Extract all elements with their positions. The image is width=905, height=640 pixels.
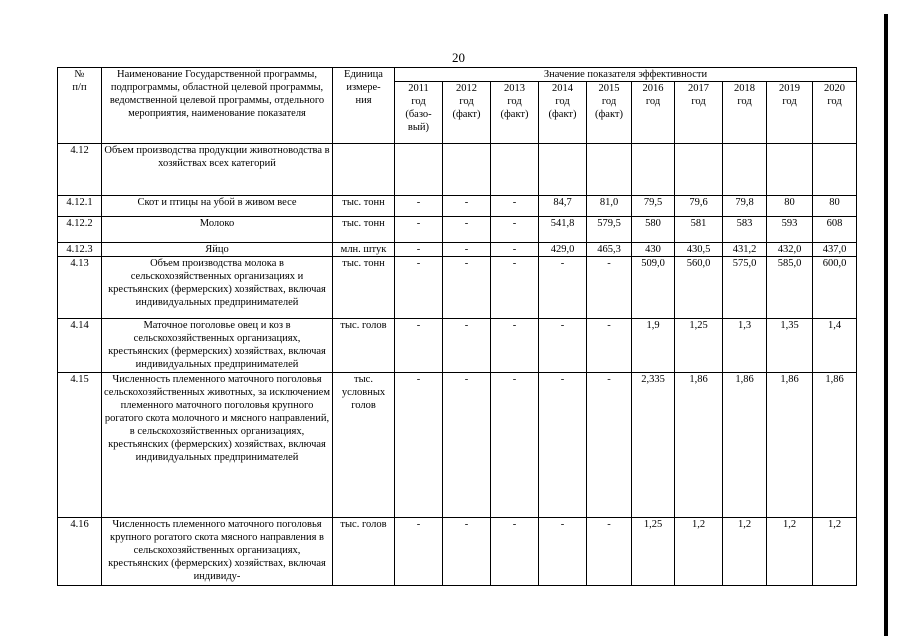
row-number: 4.12.3 <box>58 243 102 257</box>
row-value: 1,86 <box>813 373 857 518</box>
row-number: 4.12 <box>58 144 102 196</box>
row-indicator-name: Скот и птицы на убой в живом весе <box>102 196 333 217</box>
row-value: 1,25 <box>632 518 675 586</box>
row-value: - <box>395 373 443 518</box>
row-value: - <box>443 243 491 257</box>
row-number: 4.13 <box>58 257 102 319</box>
table-row <box>58 518 857 586</box>
table-row <box>58 144 857 196</box>
row-value: - <box>491 243 539 257</box>
row-value: - <box>443 196 491 217</box>
row-value: 2,335 <box>632 373 675 518</box>
indicators-table <box>57 67 857 586</box>
row-value: 1,86 <box>723 373 767 518</box>
row-indicator-name: Объем производства продукции животноводства в хозяйствах всех категорий <box>102 144 333 196</box>
header-year: 2016 год <box>632 82 675 144</box>
row-value: 1,2 <box>767 518 813 586</box>
row-value <box>632 144 675 196</box>
table-row <box>58 257 857 319</box>
row-unit: тыс. условных голов <box>333 373 395 518</box>
row-value: - <box>539 319 587 373</box>
row-value <box>443 144 491 196</box>
row-value: - <box>443 217 491 243</box>
row-value: 1,4 <box>813 319 857 373</box>
row-value: 585,0 <box>767 257 813 319</box>
row-value: 430 <box>632 243 675 257</box>
row-unit <box>333 144 395 196</box>
row-value <box>539 144 587 196</box>
header-name: Наименование Государственной программы, подпрограммы, областной целевой программы, ведомственной целевой программы, отдельного мероприятия, наименование показателя <box>102 68 333 144</box>
row-value <box>813 144 857 196</box>
row-value <box>723 144 767 196</box>
row-value: 541,8 <box>539 217 587 243</box>
row-value <box>675 144 723 196</box>
row-value: 81,0 <box>587 196 632 217</box>
header-year: 2014 год (факт) <box>539 82 587 144</box>
row-value: 1,35 <box>767 319 813 373</box>
row-unit: тыс. голов <box>333 319 395 373</box>
row-value: 1,2 <box>813 518 857 586</box>
row-value: 1,9 <box>632 319 675 373</box>
row-value: - <box>539 257 587 319</box>
header-year: 2015 год (факт) <box>587 82 632 144</box>
row-value: 581 <box>675 217 723 243</box>
row-value: - <box>395 196 443 217</box>
row-indicator-name: Численность племенного маточного поголовья крупного рогатого скота мясного направления в сельскохозяйственных организациях, крестьянских (фермерских) хозяйствах, включая индивиду- <box>102 518 333 586</box>
row-value: - <box>491 319 539 373</box>
row-value: - <box>395 257 443 319</box>
table-row <box>58 373 857 518</box>
row-value <box>491 144 539 196</box>
row-value: 575,0 <box>723 257 767 319</box>
row-unit: тыс. тонн <box>333 217 395 243</box>
row-value <box>767 144 813 196</box>
header-year: 2020 год <box>813 82 857 144</box>
row-value: 560,0 <box>675 257 723 319</box>
scan-edge-bar <box>884 14 888 636</box>
header-year: 2013 год (факт) <box>491 82 539 144</box>
row-value: - <box>587 319 632 373</box>
row-value: - <box>443 518 491 586</box>
row-value: 79,6 <box>675 196 723 217</box>
row-value: 1,25 <box>675 319 723 373</box>
row-value: - <box>491 373 539 518</box>
row-value: 437,0 <box>813 243 857 257</box>
header-year: 2019 год <box>767 82 813 144</box>
row-value: 580 <box>632 217 675 243</box>
row-unit: тыс. тонн <box>333 196 395 217</box>
row-indicator-name: Объем производства молока в сельскохозяйственных организациях и крестьянских (фермерских) хозяйствах, включая индивидуальных предпринимателей <box>102 257 333 319</box>
header-group: Значение показателя эффективности <box>395 68 857 82</box>
row-indicator-name: Молоко <box>102 217 333 243</box>
table-row <box>58 319 857 373</box>
row-value: - <box>587 257 632 319</box>
row-value: 431,2 <box>723 243 767 257</box>
row-unit: тыс. тонн <box>333 257 395 319</box>
row-value: - <box>443 373 491 518</box>
row-value: 608 <box>813 217 857 243</box>
row-value: 84,7 <box>539 196 587 217</box>
row-value: - <box>539 373 587 518</box>
row-value: - <box>587 518 632 586</box>
header-row-1 <box>58 68 857 82</box>
page-number: 20 <box>452 50 465 65</box>
row-value: - <box>443 319 491 373</box>
row-number: 4.14 <box>58 319 102 373</box>
row-value: 579,5 <box>587 217 632 243</box>
row-number: 4.12.1 <box>58 196 102 217</box>
row-value: 79,8 <box>723 196 767 217</box>
row-value: 465,3 <box>587 243 632 257</box>
header-year: 2018 год <box>723 82 767 144</box>
header-year: 2017 год <box>675 82 723 144</box>
row-value: - <box>395 518 443 586</box>
row-value: 80 <box>813 196 857 217</box>
row-value: - <box>491 518 539 586</box>
row-number: 4.15 <box>58 373 102 518</box>
row-value: 600,0 <box>813 257 857 319</box>
row-value: 593 <box>767 217 813 243</box>
row-value <box>587 144 632 196</box>
row-number: 4.16 <box>58 518 102 586</box>
row-value: - <box>491 217 539 243</box>
row-value: 1,2 <box>675 518 723 586</box>
row-value: - <box>395 243 443 257</box>
row-value: - <box>587 373 632 518</box>
row-value: 432,0 <box>767 243 813 257</box>
table-row <box>58 243 857 257</box>
row-value: 80 <box>767 196 813 217</box>
row-value: - <box>491 257 539 319</box>
row-value: 583 <box>723 217 767 243</box>
row-indicator-name: Численность племенного маточного поголовья сельскохозяйственных животных, за исключением племенного маточного поголовья крупного рогатого скота молочного и мясного направлений, в сельскохозяйственных организациях, крестьянских (фермерских) хозяйствах, включая индивидуальных предпринимателей <box>102 373 333 518</box>
row-value: 430,5 <box>675 243 723 257</box>
header-year: 2012 год (факт) <box>443 82 491 144</box>
row-value: 509,0 <box>632 257 675 319</box>
header-num: № п/п <box>58 68 102 144</box>
table-row <box>58 217 857 243</box>
row-value: - <box>395 319 443 373</box>
row-value: - <box>395 217 443 243</box>
row-value: 1,86 <box>767 373 813 518</box>
row-indicator-name: Яйцо <box>102 243 333 257</box>
row-value: 1,3 <box>723 319 767 373</box>
row-number: 4.12.2 <box>58 217 102 243</box>
row-value: 1,86 <box>675 373 723 518</box>
row-unit: тыс. голов <box>333 518 395 586</box>
row-value: - <box>443 257 491 319</box>
row-value: - <box>539 518 587 586</box>
row-value: - <box>491 196 539 217</box>
header-unit: Единица измере- ния <box>333 68 395 144</box>
row-unit: млн. штук <box>333 243 395 257</box>
row-value: 79,5 <box>632 196 675 217</box>
row-value: 429,0 <box>539 243 587 257</box>
header-year: 2011 год (базо- вый) <box>395 82 443 144</box>
row-value: 1,2 <box>723 518 767 586</box>
table-row <box>58 196 857 217</box>
row-indicator-name: Маточное поголовье овец и коз в сельскохозяйственных организациях, крестьянских (фермерских) хозяйствах, включая индивидуальных предпринимателей <box>102 319 333 373</box>
row-value <box>395 144 443 196</box>
